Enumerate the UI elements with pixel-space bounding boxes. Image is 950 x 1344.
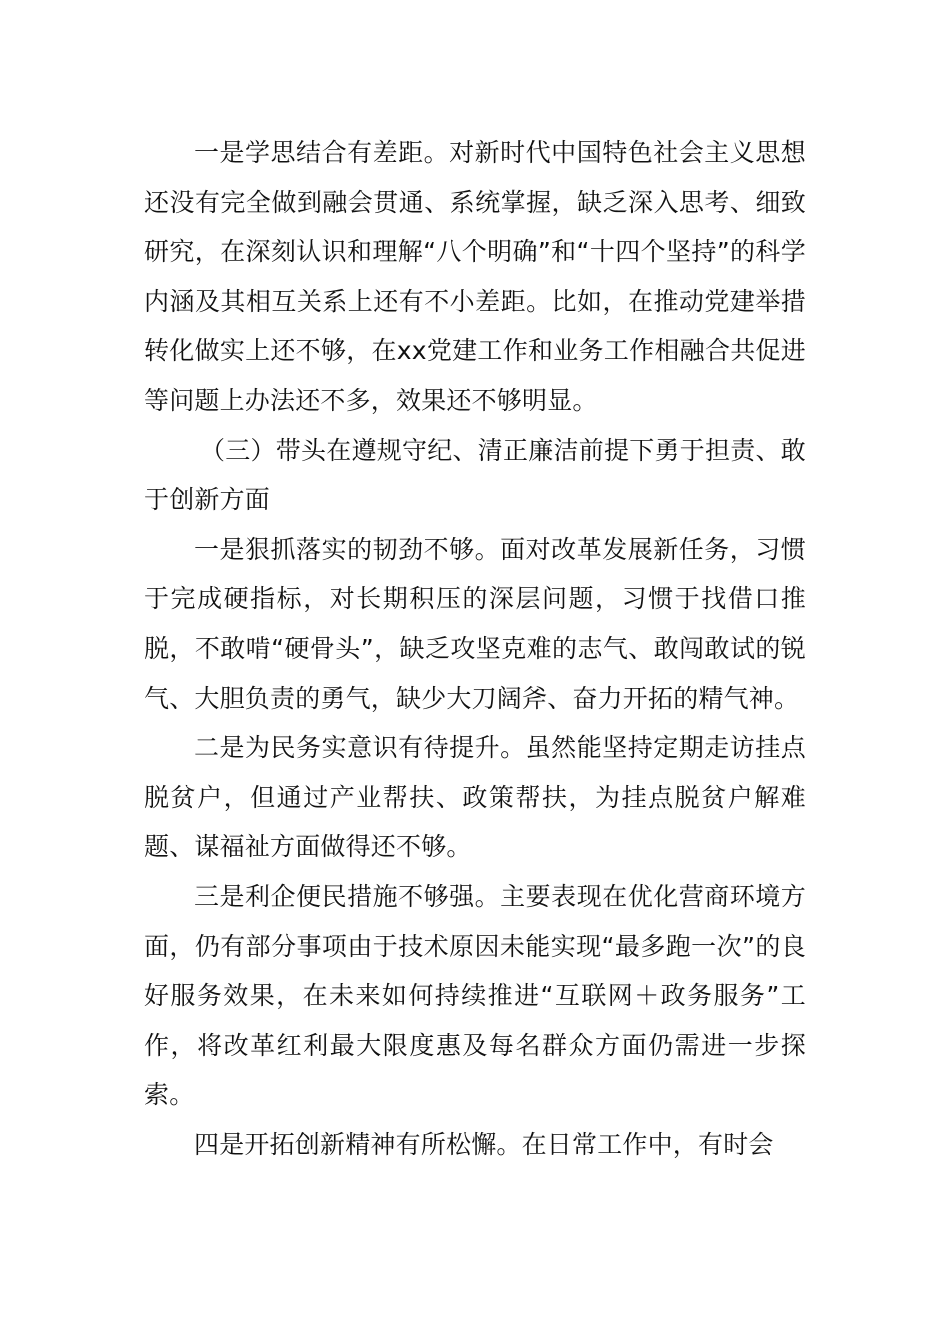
paragraph-innovation: 四是开拓创新精神有所松懈。在日常工作中，有时会 <box>194 1129 774 1159</box>
paragraph-people-service: 二是为民务实意识有待提升。虽然能坚持定期走访挂点脱贫户，但通过产业帮扶、政策帮扶，为挂点脱贫户解难题、谋福祉方面做得还不够。 <box>144 733 806 862</box>
paragraph-business-measures: 三是利企便民措施不够强。主要表现在优化营商环境方面，仍有部分事项由于技术原因未能实现“最多跑一次”的良好服务效果，在未来如何持续推进“互联网＋政务服务”工作，将改革红利最大限度惠及每名群众方面仍需进一步探索。 <box>144 881 806 1110</box>
section-heading-three: （三）带头在遵规守纪、清正廉洁前提下勇于担责、敢于创新方面 <box>144 435 806 515</box>
paragraph-implementation: 一是狠抓落实的韧劲不够。面对改革发展新任务，习惯于完成硬指标，对长期积压的深层问题，习惯于找借口推脱，不敢啃“硬骨头”，缺乏攻坚克难的志气、敢闯敢试的锐气、大胆负责的勇气，缺少大刀阔斧、奋力开拓的精气神。 <box>144 534 806 713</box>
document-body <box>144 128 806 1169</box>
paragraph-study-gap: 一是学思结合有差距。对新时代中国特色社会主义思想还没有完全做到融会贯通、系统掌握，缺乏深入思考、细致研究，在深刻认识和理解“八个明确”和“十四个坚持”的科学内涵及其相互关系上还有不小差距。比如，在推动党建举措转化做实上还不够，在xx党建工作和业务工作相融合共促进等问题上办法还不多，效果还不够明显。 <box>144 138 806 415</box>
